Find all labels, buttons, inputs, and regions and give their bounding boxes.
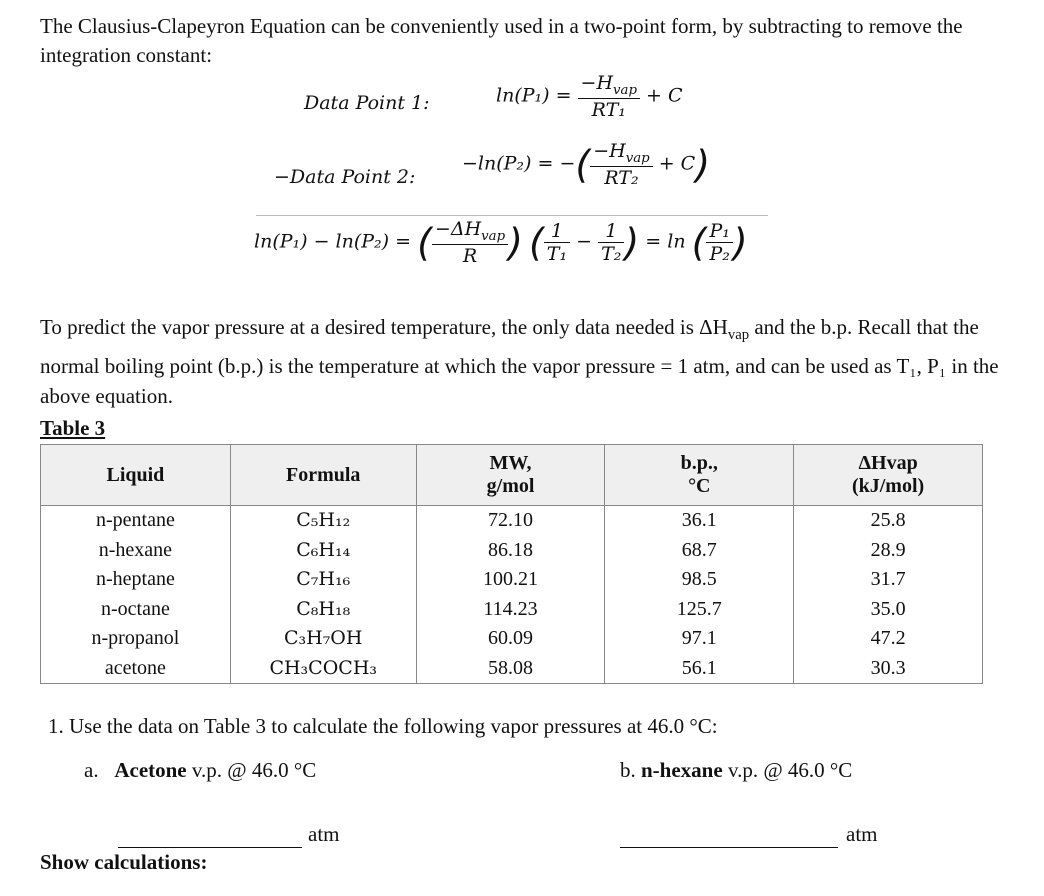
- header-bp: b.p., °C: [605, 445, 794, 506]
- table-row: [41, 536, 983, 566]
- unit-a: atm: [308, 822, 340, 846]
- data-table: [40, 444, 983, 684]
- cell-formula: CH₃COCH₃: [230, 654, 416, 684]
- cell-bp: 125.7: [605, 595, 794, 625]
- table-row: [41, 624, 983, 654]
- cell-formula: C₆H₁₄: [230, 536, 416, 566]
- cell-hvap: 31.7: [794, 565, 983, 595]
- cell-formula: C₇H₁₆: [230, 565, 416, 595]
- cell-liquid: n-heptane: [41, 565, 231, 595]
- question-1b: b. n-hexane v.p. @ 46.0 °C: [620, 758, 853, 782]
- cell-bp: 97.1: [605, 624, 794, 654]
- cell-hvap: 28.9: [794, 536, 983, 566]
- table-row: [41, 595, 983, 625]
- table-header-row: [41, 445, 983, 506]
- data-point-1-label: Data Point 1:: [304, 92, 430, 114]
- show-calculations-label: Show calculations:: [40, 850, 208, 874]
- eq1-fraction: $\frac{-H_{vap}}{\text{RT₁}}$: [578, 72, 640, 121]
- table-title: Table 3: [40, 416, 106, 440]
- cell-bp: 98.5: [605, 565, 794, 595]
- explanation-paragraph: To predict the vapor pressure at a desired temperature, the only data needed is $\Delta H_{vap}$ and the b.p. Recall that the normal boiling point (b.p.) is the temperature at which the vapor pressure = 1 atm, and can be used as T₁, P₁ in the above equation.: [40, 315, 999, 409]
- cell-mw: 114.23: [416, 595, 605, 625]
- eq2-lhs: −ln(P₂) = −: [462, 152, 576, 175]
- cell-hvap: 30.3: [794, 654, 983, 684]
- header-liquid: Liquid: [41, 445, 231, 506]
- data-point-2-label: −Data Point 2:: [274, 166, 416, 188]
- answer-blank-b[interactable]: [620, 847, 838, 848]
- equation-3: ln(P₁) − ln(P₂) = ( $\frac{-\Delta H_{vap}}{R}$ ) ( $\frac{1}{\text{T₁}}$ − $\frac{1}{\text{T₂}}$ ) = ln ( $\frac{\text{P₁}}{\text{P₂}}$ ): [254, 218, 748, 267]
- table-row: [41, 506, 983, 536]
- cell-formula: C₈H₁₈: [230, 595, 416, 625]
- cell-liquid: n-octane: [41, 595, 231, 625]
- cell-mw: 100.21: [416, 565, 605, 595]
- answer-blank-a[interactable]: [118, 847, 302, 848]
- question-1a: a. Acetone v.p. @ 46.0 °C: [84, 758, 317, 782]
- equation-2: −ln(P₂) = −( $\frac{-H_{vap}}{\text{RT₂}}$ + C): [462, 140, 711, 189]
- header-formula: Formula: [230, 445, 416, 506]
- cell-hvap: 25.8: [794, 506, 983, 536]
- table-row: [41, 565, 983, 595]
- cell-mw: 72.10: [416, 506, 605, 536]
- header-hvap: ΔHvap (kJ/mol): [794, 445, 983, 506]
- equation-1: [496, 72, 683, 121]
- table-row: [41, 654, 983, 684]
- question-1: 1. Use the data on Table 3 to calculate the following vapor pressures at 46.0 °C:: [48, 714, 718, 738]
- cell-hvap: 35.0: [794, 595, 983, 625]
- cell-hvap: 47.2: [794, 624, 983, 654]
- eq1-plus-c: + C: [646, 84, 683, 107]
- cell-bp: 36.1: [605, 506, 794, 536]
- cell-bp: 68.7: [605, 536, 794, 566]
- cell-formula: C₃H₇OH: [230, 624, 416, 654]
- eq3-lhs: ln(P₁) − ln(P₂) =: [254, 230, 412, 253]
- unit-b: atm: [846, 822, 878, 846]
- equation-divider: [256, 215, 768, 216]
- eq1-lhs: ln(P₁) =: [496, 84, 572, 107]
- cell-mw: 86.18: [416, 536, 605, 566]
- header-mw: MW, g/mol: [416, 445, 605, 506]
- cell-liquid: n-pentane: [41, 506, 231, 536]
- cell-mw: 60.09: [416, 624, 605, 654]
- cell-liquid: n-propanol: [41, 624, 231, 654]
- cell-formula: C₅H₁₂: [230, 506, 416, 536]
- cell-mw: 58.08: [416, 654, 605, 684]
- intro-paragraph: The Clausius-Clapeyron Equation can be conveniently used in a two-point form, by subtracting to remove the integration constant:: [40, 14, 963, 67]
- cell-liquid: acetone: [41, 654, 231, 684]
- cell-bp: 56.1: [605, 654, 794, 684]
- cell-liquid: n-hexane: [41, 536, 231, 566]
